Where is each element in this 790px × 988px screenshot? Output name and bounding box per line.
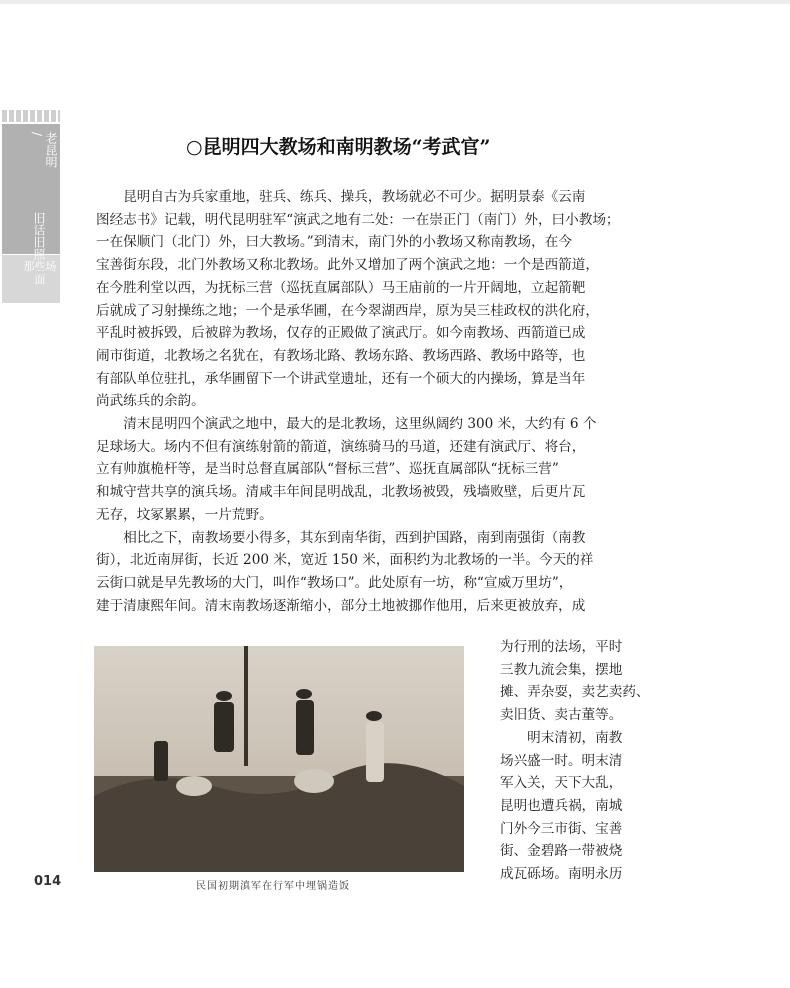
text-line: 三教九流会集，摆地 [500,661,623,678]
text-line: 尚武练兵的余韵。 [96,393,205,410]
text-line: 街、金碧路一带被烧 [500,843,623,860]
text-line: 门外今三市街、宝善 [500,820,623,837]
text-line: 场兴盛一时。明末清 [500,752,623,769]
text-line: 昆明自古为兵家重地，驻兵、练兵、操兵，教场就必不可少。据明景泰《云南 [123,189,586,205]
text-line: 平乱时被拆毁，后被辟为教场，仅存的正殿做了演武厅。如今南教场、西箭道已成 [96,325,586,342]
text-line: 云街口就是早先教场的大门，叫作“教场口”。此处原有一坊，称“宣威万里坊”， [96,574,573,591]
section-label: 那些场面 [23,260,57,286]
page-number: 014 [34,874,62,889]
text-line: 成瓦砾场。南明永历 [500,866,623,883]
photo-caption: 民国初期滇军在行军中埋锅造饭 [196,881,350,892]
wrapped-text-column [500,636,660,886]
text-line: 摊、弄杂耍，卖艺卖药、 [500,684,650,701]
text-line: 图经志书》记载，明代昆明驻军“演武之地有二处：一在崇正门（南门）外，曰小教场； [96,211,620,228]
text-line: 明末清初，南教 [500,729,623,746]
page-top-edge [0,0,790,4]
text-line: 军入关，天下大乱， [500,775,623,792]
text-line: 街），北近南屏街，长近 200 米，宽近 150 米，面积约为北教场的一半。今天的祥 [96,552,594,569]
text-line: 闹市街道，北教场之名犹在，有教场北路、教场东路、教场西路、教场中路等，也 [96,347,586,364]
paragraph [96,527,656,618]
side-pattern-strip [2,110,60,122]
text-line: 在今胜利堂以西，为抚标三营（巡抚直属部队）马王庙前的一片开阔地，立起箭靶 [96,279,586,296]
historical-photo [94,646,464,872]
book-title-vertical: 老昆明 / [30,132,58,168]
text-line: 清末昆明四个演武之地中，最大的是北教场，这里纵阔约 300 米，大约有 6 个 [123,416,597,433]
text-line: 立有帅旗桅杆等，是当时总督直属部队“督标三营”、巡抚直属部队“抚标三营” [96,461,559,478]
text-line: 昆明也遭兵祸，南城 [500,797,623,814]
article-title: ○昆明四大教场和南明教场“考武官” [186,136,491,158]
text-line: 宝善街东段，北门外教场又称北教场。此外又增加了两个演武之地：一个是西箭道， [96,257,599,274]
paragraph [96,186,656,413]
text-line: 有部队单位驻扎，承华圃留下一个讲武堂遗址，还有一个硕大的内操场，算是当年 [96,370,586,387]
article-body [96,186,656,617]
text-line: 一在保顺门（北门）外，曰大教场。”到清末，南门外的小教场又称南教场，在今 [96,234,572,251]
text-line: 足球场大。场内不但有演练射箭的箭道，演练骑马的马道，还建有演武厅、将台， [96,438,586,455]
text-line: 后就成了习射操练之地；一个是承华圃，在今翠湖西岸，原为吴三桂政权的洪化府， [96,302,599,319]
photo-pole [244,646,248,766]
book-subtitle-vertical: 旧话旧照 [32,212,46,260]
text-line: 为行刑的法场，平时 [500,639,623,655]
text-line: 无存，坟冢累累，一片荒野。 [96,506,273,523]
text-line: 和城守营共享的演兵场。清咸丰年间昆明战乱，北教场被毁，残墙败壁，后更片瓦 [96,484,586,501]
text-line: 建于清康熙年间。清末南教场逐渐缩小，部分土地被挪作他用，后来更被放弃，成 [96,597,586,614]
text-line: 卖旧货、卖古董等。 [500,707,623,724]
paragraph [96,413,656,527]
text-line: 相比之下，南教场要小得多，其东到南华街，西到护国路，南到南强街（南教 [123,529,586,546]
